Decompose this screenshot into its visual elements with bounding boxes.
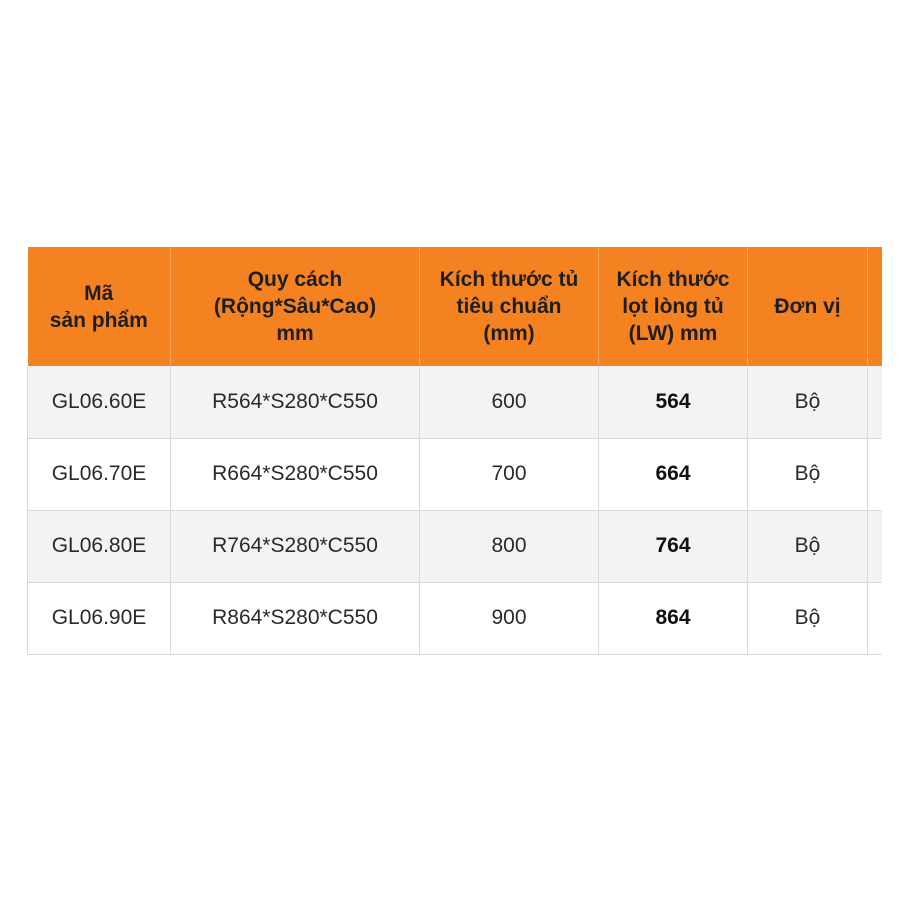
cell-inner-size: 664 (599, 438, 748, 510)
cell-product-code: GL06.60E (28, 366, 171, 438)
cell-extra (868, 366, 883, 438)
cell-specification: R764*S280*C550 (171, 510, 420, 582)
header-line: (LW) mm (628, 322, 718, 345)
header-inner-size (599, 247, 748, 366)
cell-unit: Bộ (748, 366, 868, 438)
header-line: Đơn vị (774, 295, 841, 318)
table-row (28, 366, 883, 438)
header-product-code (28, 247, 171, 366)
cell-cabinet-size: 900 (420, 582, 599, 654)
header-line: mm (276, 322, 314, 345)
cell-unit: Bộ (748, 438, 868, 510)
cell-cabinet-size: 800 (420, 510, 599, 582)
cell-specification: R664*S280*C550 (171, 438, 420, 510)
cell-specification: R864*S280*C550 (171, 582, 420, 654)
cell-cabinet-size: 600 (420, 366, 599, 438)
header-line: sản phẩm (49, 308, 148, 332)
cell-cabinet-size: 700 (420, 438, 599, 510)
cell-product-code: GL06.90E (28, 582, 171, 654)
header-specification (171, 247, 420, 366)
header-row (28, 247, 883, 366)
header-line: Quy cách (247, 268, 343, 291)
header-extra-cell (868, 247, 883, 366)
table-header (28, 247, 883, 366)
cell-specification: R564*S280*C550 (171, 366, 420, 438)
table-body (28, 366, 883, 654)
spec-table (27, 247, 882, 655)
cell-product-code: GL06.80E (28, 510, 171, 582)
cell-extra (868, 438, 883, 510)
cell-unit: Bộ (748, 510, 868, 582)
table-row (28, 582, 883, 654)
header-line: lọt lòng tủ (622, 295, 724, 318)
header-line: (Rộng*Sâu*Cao) (213, 295, 377, 318)
cell-inner-size: 564 (599, 366, 748, 438)
header-line: Kích thước tủ (439, 268, 579, 291)
header-cabinet-size (420, 247, 599, 366)
cell-unit: Bộ (748, 582, 868, 654)
header-line: tiêu chuẩn (456, 295, 562, 318)
header-unit (748, 247, 868, 366)
header-line: Mã (84, 281, 114, 305)
cell-extra (868, 510, 883, 582)
spec-table-container (27, 247, 882, 655)
cell-inner-size: 764 (599, 510, 748, 582)
table-row (28, 510, 883, 582)
table-row (28, 438, 883, 510)
cell-product-code: GL06.70E (28, 438, 171, 510)
header-line: (mm) (483, 322, 535, 345)
header-line: Kích thước (616, 268, 730, 291)
cell-inner-size: 864 (599, 582, 748, 654)
cell-extra (868, 582, 883, 654)
